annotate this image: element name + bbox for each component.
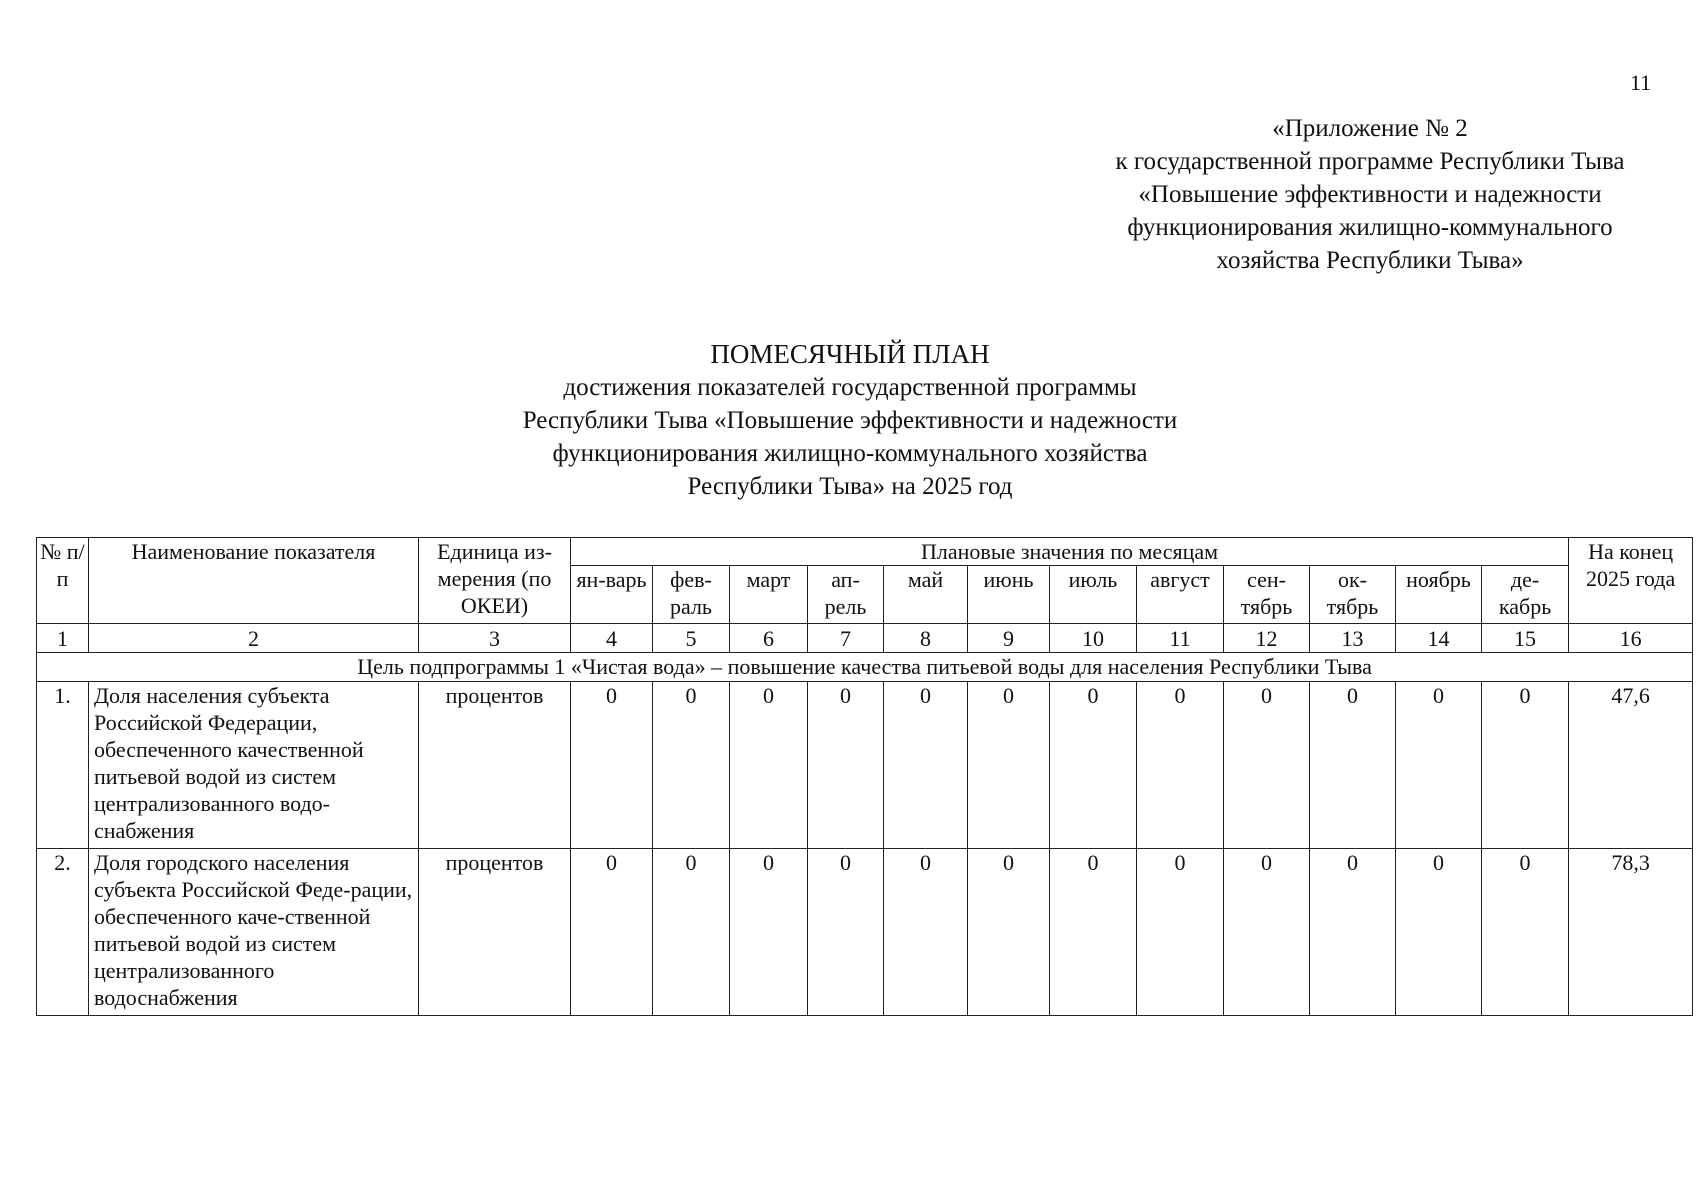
header-year-end: На конец 2025 года xyxy=(1569,538,1693,624)
header-month: август xyxy=(1137,566,1224,624)
row-unit: процентов xyxy=(419,849,571,1016)
row-month-value: 0 xyxy=(653,849,730,1016)
title-line: Республики Тыва» на 2025 год xyxy=(687,473,1013,500)
appendix-line: функционирования жилищно-коммунального xyxy=(1127,214,1613,241)
row-unit: процентов xyxy=(419,682,571,849)
column-number: 5 xyxy=(653,624,730,653)
row-num: 2. xyxy=(37,849,89,1016)
table-row xyxy=(37,682,1693,849)
row-month-value: 0 xyxy=(884,682,968,849)
header-month: ок-тябрь xyxy=(1310,566,1396,624)
appendix-line: хозяйства Республики Тыва» xyxy=(1216,247,1524,274)
column-number-row xyxy=(37,624,1693,653)
appendix-line: «Приложение № 2 xyxy=(1272,115,1468,142)
header-month: ян-варь xyxy=(571,566,653,624)
title-line: Республики Тыва «Повышение эффективности и надежности xyxy=(522,407,1178,434)
header-month: май xyxy=(884,566,968,624)
page-number: 11 xyxy=(1630,70,1652,95)
header-month: фев-раль xyxy=(653,566,730,624)
column-number: 8 xyxy=(884,624,968,653)
title-main: ПОМЕСЯЧНЫЙ ПЛАН xyxy=(710,339,990,369)
appendix-line: к государственной программе Республики Тыва xyxy=(1115,148,1625,175)
row-month-value: 0 xyxy=(1310,682,1396,849)
row-month-value: 0 xyxy=(1224,682,1310,849)
header-month: де-кабрь xyxy=(1482,566,1569,624)
column-number: 16 xyxy=(1569,624,1693,653)
row-month-value: 0 xyxy=(1050,682,1137,849)
row-month-value: 0 xyxy=(1224,849,1310,1016)
header-month: ноябрь xyxy=(1396,566,1482,624)
row-name: Доля городского населения субъекта Российской Феде-рации, обеспеченного каче-ственной питьевой водой из систем централизованного водоснабжения xyxy=(89,849,419,1016)
monthly-plan-table xyxy=(36,537,1693,1016)
header-num: № п/п xyxy=(37,538,89,624)
header-month: июнь xyxy=(968,566,1050,624)
row-month-value: 0 xyxy=(968,682,1050,849)
row-month-value: 0 xyxy=(730,682,808,849)
row-month-value: 0 xyxy=(808,849,884,1016)
column-number: 3 xyxy=(419,624,571,653)
row-month-value: 0 xyxy=(653,682,730,849)
goal-text: Цель подпрограммы 1 «Чистая вода» – повышение качества питьевой воды для населения Республики Тыва xyxy=(37,653,1693,682)
appendix-header xyxy=(1050,112,1690,277)
header-name: Наименование показателя xyxy=(89,538,419,624)
header-month: сен-тябрь xyxy=(1224,566,1310,624)
column-number: 7 xyxy=(808,624,884,653)
row-month-value: 0 xyxy=(571,682,653,849)
row-year-end: 78,3 xyxy=(1569,849,1693,1016)
row-year-end: 47,6 xyxy=(1569,682,1693,849)
column-number: 4 xyxy=(571,624,653,653)
column-number: 15 xyxy=(1482,624,1569,653)
title-line: достижения показателей государственной программы xyxy=(563,374,1137,401)
title-line: функционирования жилищно-коммунального хозяйства xyxy=(552,440,1148,467)
column-number: 12 xyxy=(1224,624,1310,653)
header-month: ап-рель xyxy=(808,566,884,624)
document-title xyxy=(450,338,1250,503)
column-number: 9 xyxy=(968,624,1050,653)
column-number: 13 xyxy=(1310,624,1396,653)
appendix-line: «Повышение эффективности и надежности xyxy=(1138,181,1602,208)
column-number: 2 xyxy=(89,624,419,653)
column-number: 6 xyxy=(730,624,808,653)
row-month-value: 0 xyxy=(730,849,808,1016)
row-name: Доля населения субъекта Российской Федерации, обеспеченного качественной питьевой водой из систем централизованного водо-снабжения xyxy=(89,682,419,849)
row-month-value: 0 xyxy=(884,849,968,1016)
row-month-value: 0 xyxy=(1050,849,1137,1016)
header-row xyxy=(37,538,1693,566)
row-month-value: 0 xyxy=(1482,682,1569,849)
row-month-value: 0 xyxy=(1396,682,1482,849)
row-month-value: 0 xyxy=(968,849,1050,1016)
row-month-value: 0 xyxy=(1396,849,1482,1016)
row-month-value: 0 xyxy=(1137,849,1224,1016)
row-num: 1. xyxy=(37,682,89,849)
header-month: июль xyxy=(1050,566,1137,624)
row-month-value: 0 xyxy=(571,849,653,1016)
row-month-value: 0 xyxy=(1310,849,1396,1016)
header-months-group: Плановые значения по месяцам xyxy=(571,538,1569,566)
row-month-value: 0 xyxy=(1137,682,1224,849)
header-unit: Единица из-мерения (по ОКЕИ) xyxy=(419,538,571,624)
column-number: 14 xyxy=(1396,624,1482,653)
header-month: март xyxy=(730,566,808,624)
goal-row xyxy=(37,653,1693,682)
row-month-value: 0 xyxy=(1482,849,1569,1016)
column-number: 1 xyxy=(37,624,89,653)
row-month-value: 0 xyxy=(808,682,884,849)
column-number: 11 xyxy=(1137,624,1224,653)
column-number: 10 xyxy=(1050,624,1137,653)
table-row xyxy=(37,849,1693,1016)
